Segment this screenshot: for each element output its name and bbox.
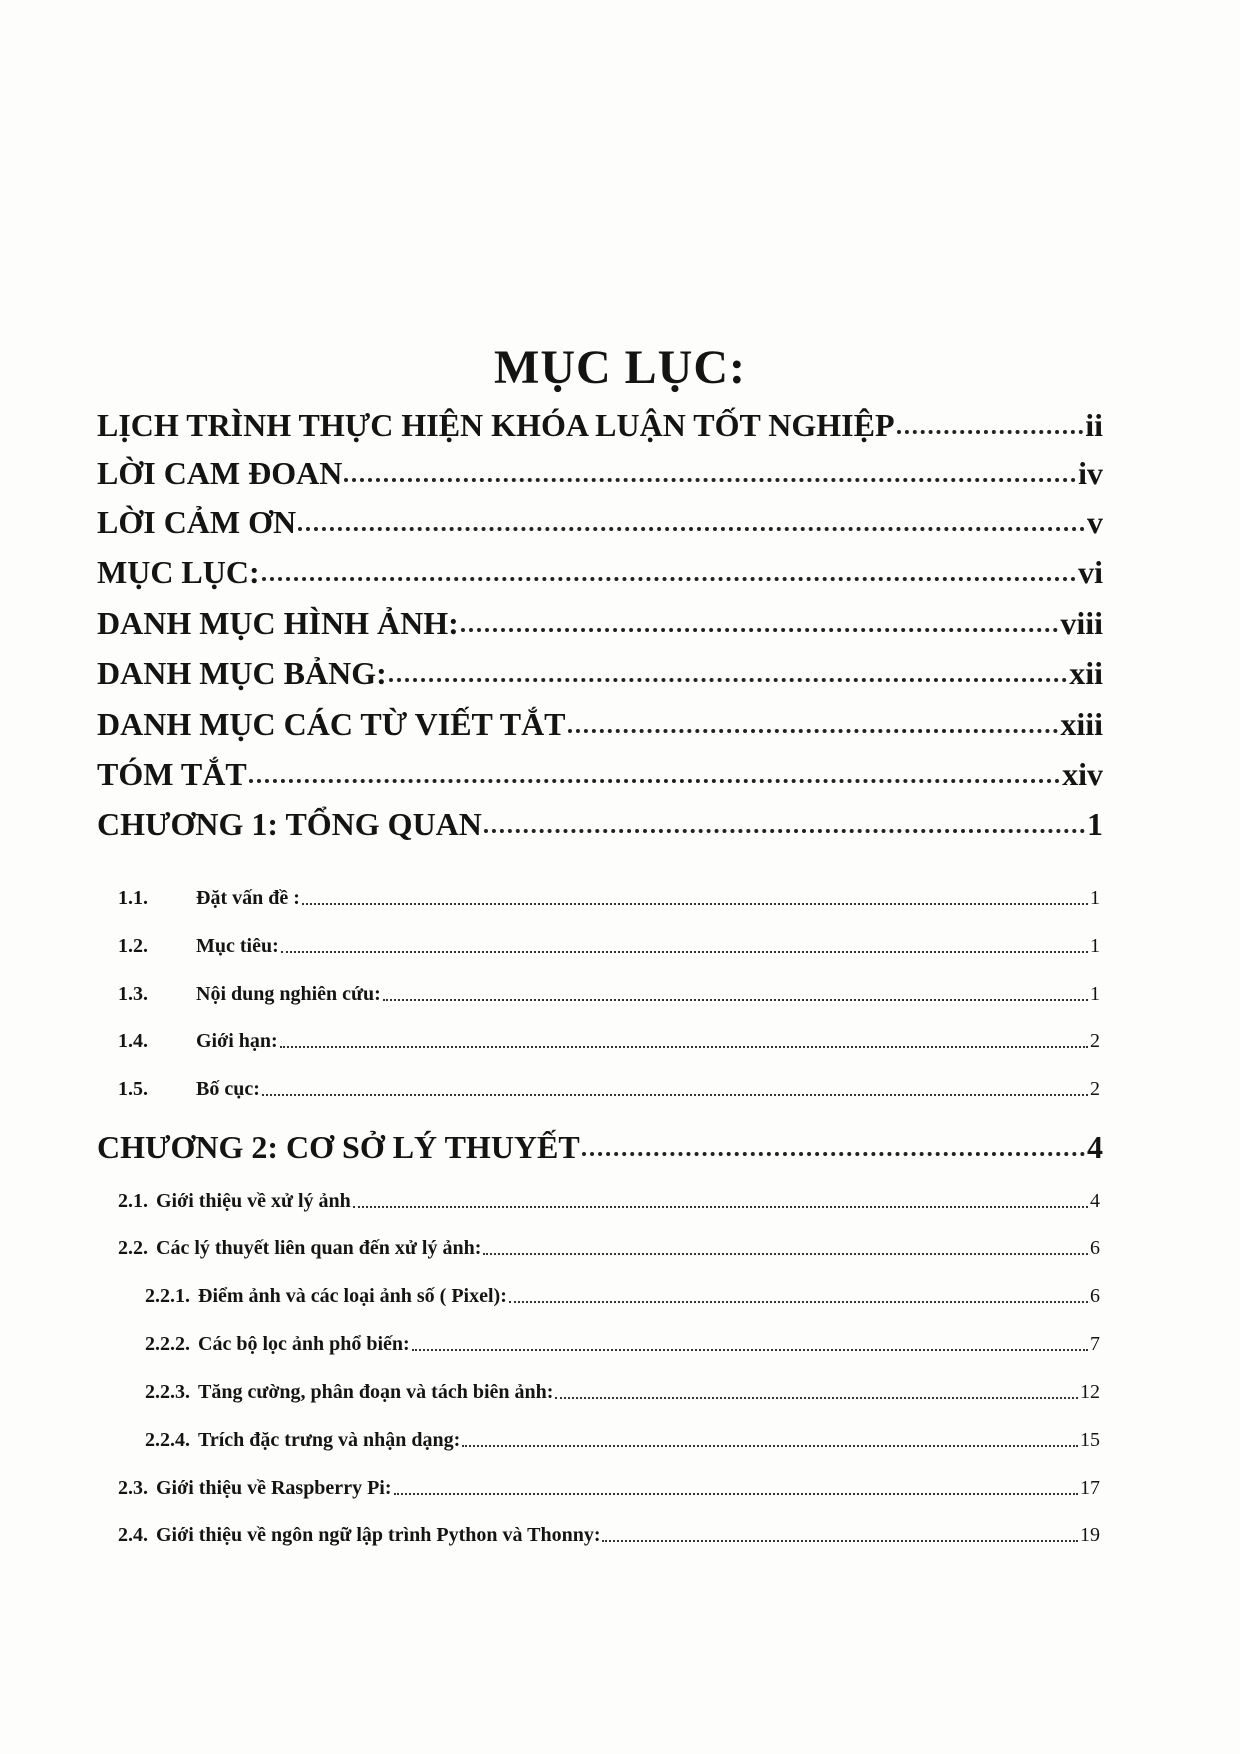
toc-entry-label: DANH MỤC BẢNG: bbox=[97, 655, 387, 691]
toc-entry-label: Giới hạn: bbox=[196, 1030, 278, 1052]
toc-section[interactable] bbox=[118, 1075, 1100, 1101]
dot-leader bbox=[383, 999, 1088, 1001]
dot-leader bbox=[602, 1540, 1078, 1542]
dot-leader bbox=[249, 779, 1060, 783]
toc-entry-page: v bbox=[1087, 504, 1103, 540]
toc-entry-label: DANH MỤC HÌNH ẢNH: bbox=[97, 605, 459, 641]
toc-subsection[interactable] bbox=[145, 1330, 1100, 1356]
toc-section-number: 2.3. bbox=[118, 1477, 148, 1499]
toc-section-number: 2.2. bbox=[118, 1237, 148, 1259]
toc-entry-page: 2 bbox=[1090, 1078, 1100, 1100]
toc-entry-page: 17 bbox=[1080, 1477, 1100, 1499]
toc-section-number: 1.4. bbox=[118, 1030, 148, 1052]
toc-entry-label: Giới thiệu về Raspberry Pi: bbox=[156, 1477, 392, 1499]
toc-entry[interactable] bbox=[97, 404, 1103, 444]
dot-leader bbox=[462, 1445, 1078, 1447]
dot-leader bbox=[389, 678, 1067, 682]
toc-entry-label: CHƯƠNG 1: TỔNG QUAN bbox=[97, 806, 482, 842]
toc-entry-label: Nội dung nghiên cứu: bbox=[196, 983, 381, 1005]
toc-entry-label: Đặt vấn đề : bbox=[196, 887, 300, 909]
toc-entry-label: TÓM TẮT bbox=[97, 756, 247, 792]
toc-entry[interactable] bbox=[97, 753, 1103, 793]
toc-entry-label: Giới thiệu về xử lý ảnh bbox=[156, 1190, 351, 1212]
toc-entry-label: MỤC LỤC: bbox=[97, 554, 260, 590]
dot-leader bbox=[484, 829, 1085, 833]
toc-entry-label: LỜI CAM ĐOAN bbox=[97, 455, 343, 491]
toc-entry-label: Điểm ảnh và các loại ảnh số ( Pixel): bbox=[198, 1285, 507, 1307]
toc-entry-label: CHƯƠNG 2: CƠ SỞ LÝ THUYẾT bbox=[97, 1129, 580, 1165]
toc-entry-label: Tăng cường, phân đoạn và tách biên ảnh: bbox=[198, 1381, 554, 1403]
toc-entry-page: 1 bbox=[1087, 806, 1103, 842]
dot-leader bbox=[280, 1046, 1088, 1048]
toc-entry-label: Các bộ lọc ảnh phổ biến: bbox=[198, 1333, 410, 1355]
toc-entry-page: 4 bbox=[1090, 1190, 1100, 1212]
toc-entry-label: Các lý thuyết liên quan đến xử lý ảnh: bbox=[156, 1237, 482, 1259]
dot-leader bbox=[412, 1349, 1088, 1351]
toc-entry[interactable] bbox=[97, 501, 1103, 541]
toc-section[interactable] bbox=[118, 1474, 1100, 1500]
dot-leader bbox=[461, 628, 1059, 632]
toc-entry[interactable] bbox=[97, 452, 1103, 492]
dot-leader bbox=[281, 951, 1088, 953]
toc-section[interactable] bbox=[118, 1521, 1100, 1547]
toc-section[interactable] bbox=[118, 1187, 1100, 1213]
dot-leader bbox=[897, 430, 1084, 434]
toc-entry-page: 19 bbox=[1080, 1524, 1100, 1546]
toc-section-number: 1.3. bbox=[118, 983, 148, 1005]
toc-section-number: 1.5. bbox=[118, 1078, 148, 1100]
toc-section-number: 1.2. bbox=[118, 935, 148, 957]
dot-leader bbox=[262, 577, 1076, 581]
toc-entry-label: Giới thiệu về ngôn ngữ lập trình Python và Thonny: bbox=[156, 1524, 601, 1546]
toc-entry-page: 7 bbox=[1090, 1333, 1100, 1355]
toc-entry-label: LỜI CẢM ƠN bbox=[97, 504, 297, 540]
toc-section-number: 2.2.3. bbox=[145, 1381, 190, 1403]
toc-section-number: 1.1. bbox=[118, 887, 148, 909]
toc-entry-label: LỊCH TRÌNH THỰC HIỆN KHÓA LUẬN TỐT NGHIỆP bbox=[97, 407, 895, 443]
toc-entry-page: 12 bbox=[1080, 1381, 1100, 1403]
toc-section-number: 2.4. bbox=[118, 1524, 148, 1546]
toc-section-number: 2.1. bbox=[118, 1190, 148, 1212]
dot-leader bbox=[298, 527, 1085, 531]
toc-entry-label: Mục tiêu: bbox=[196, 935, 279, 957]
toc-section-number: 2.2.2. bbox=[145, 1333, 190, 1355]
toc-entry-page: xiv bbox=[1062, 756, 1103, 792]
toc-section-number: 2.2.4. bbox=[145, 1429, 190, 1451]
dot-leader bbox=[568, 729, 1059, 733]
toc-entry-page: ii bbox=[1085, 407, 1103, 443]
dot-leader bbox=[353, 1206, 1088, 1208]
dot-leader bbox=[344, 478, 1076, 482]
toc-entry[interactable] bbox=[97, 703, 1103, 743]
toc-entry-page: vi bbox=[1078, 554, 1103, 590]
toc-entry-page: 2 bbox=[1090, 1030, 1100, 1052]
toc-entry[interactable] bbox=[97, 652, 1103, 692]
dot-leader bbox=[555, 1397, 1078, 1399]
dot-leader bbox=[302, 903, 1088, 905]
toc-entry[interactable] bbox=[97, 602, 1103, 642]
toc-entry-page: 1 bbox=[1090, 935, 1100, 957]
toc-entry-label: Bố cục: bbox=[196, 1078, 260, 1100]
toc-section[interactable] bbox=[118, 884, 1100, 910]
toc-chapter[interactable] bbox=[97, 1126, 1103, 1166]
toc-subsection[interactable] bbox=[145, 1378, 1100, 1404]
toc-entry-label: DANH MỤC CÁC TỪ VIẾT TẮT bbox=[97, 706, 566, 742]
toc-entry[interactable] bbox=[97, 551, 1103, 591]
toc-entry-page: 1 bbox=[1090, 983, 1100, 1005]
page-title: MỤC LỤC: bbox=[494, 341, 746, 394]
toc-section-number: 2.2.1. bbox=[145, 1285, 190, 1307]
toc-entry-page: 6 bbox=[1090, 1237, 1100, 1259]
dot-leader bbox=[483, 1253, 1088, 1255]
toc-section[interactable] bbox=[118, 1027, 1100, 1053]
toc-entry-page: viii bbox=[1060, 605, 1103, 641]
toc-entry-page: 6 bbox=[1090, 1285, 1100, 1307]
toc-entry-label: Trích đặc trưng và nhận dạng: bbox=[198, 1429, 461, 1451]
toc-entry-page: 4 bbox=[1087, 1129, 1103, 1165]
toc-entry-page: iv bbox=[1078, 455, 1103, 491]
toc-entry-page: xii bbox=[1069, 655, 1103, 691]
dot-leader bbox=[582, 1152, 1085, 1156]
toc-entry-page: 15 bbox=[1080, 1429, 1100, 1451]
toc-entry-page: 1 bbox=[1090, 887, 1100, 909]
toc-subsection[interactable] bbox=[145, 1282, 1100, 1308]
dot-leader bbox=[262, 1094, 1088, 1096]
toc-chapter[interactable] bbox=[97, 803, 1103, 843]
toc-entry-page: xiii bbox=[1060, 706, 1103, 742]
toc-section[interactable] bbox=[118, 1234, 1100, 1260]
toc-section[interactable] bbox=[118, 932, 1100, 958]
dot-leader bbox=[509, 1301, 1088, 1303]
dot-leader bbox=[394, 1493, 1079, 1495]
toc-subsection[interactable] bbox=[145, 1426, 1100, 1452]
toc-section[interactable] bbox=[118, 980, 1100, 1006]
